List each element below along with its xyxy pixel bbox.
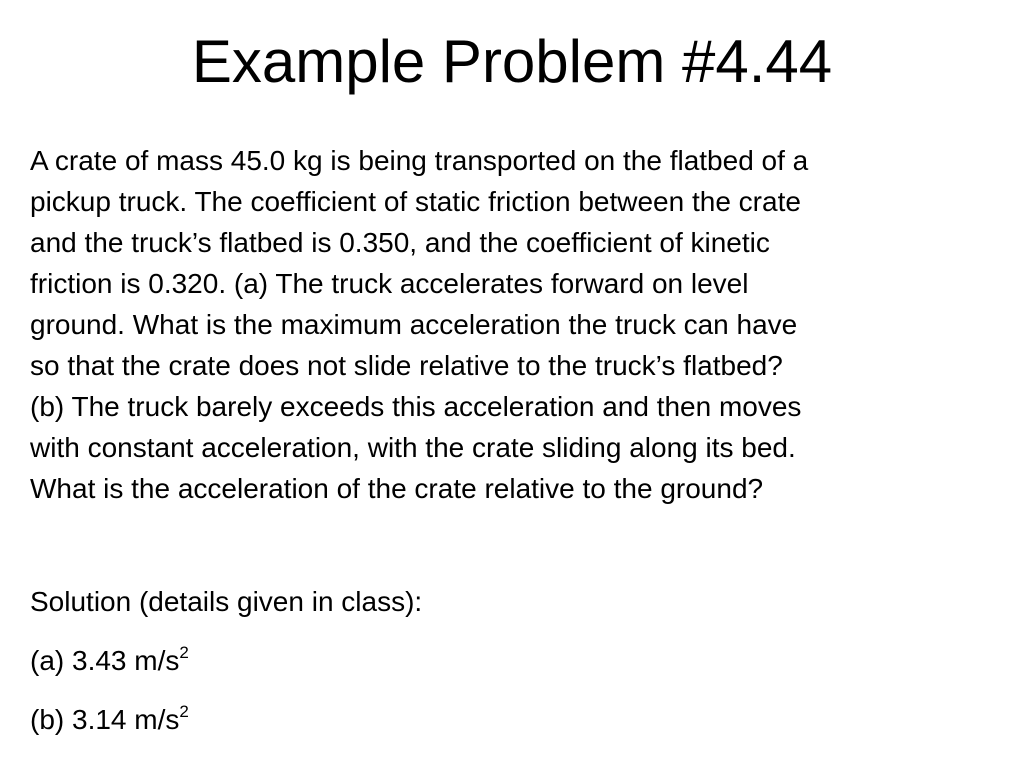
solution-section (30, 582, 1000, 759)
problem-line: A crate of mass 45.0 kg is being transported on the flatbed of a (30, 145, 809, 176)
problem-line: with constant acceleration, with the crate sliding along its bed. (30, 432, 796, 463)
answer-b (30, 700, 1000, 740)
answer-b-text: (b) 3.14 m/s (30, 704, 180, 735)
problem-line: pickup truck. The coefficient of static friction between the crate (30, 186, 801, 217)
problem-line: What is the acceleration of the crate relative to the ground? (30, 473, 764, 504)
problem-line: so that the crate does not slide relative to the truck’s flatbed? (30, 350, 783, 381)
slide-title: Example Problem #4.44 (191, 28, 833, 95)
problem-statement (30, 140, 1000, 509)
answer-a-text: (a) 3.43 m/s (30, 645, 180, 676)
answer-b-exponent: 2 (179, 702, 189, 721)
solution-heading: Solution (details given in class): (30, 586, 423, 617)
problem-line: (b) The truck barely exceeds this acceleration and then moves (30, 391, 802, 422)
problem-line: and the truck’s flatbed is 0.350, and the coefficient of kinetic (30, 227, 770, 258)
problem-line: friction is 0.320. (a) The truck accelerates forward on level (30, 268, 749, 299)
answer-a-exponent: 2 (179, 643, 189, 662)
problem-line: ground. What is the maximum acceleration the truck can have (30, 309, 798, 340)
answer-a (30, 641, 1000, 681)
